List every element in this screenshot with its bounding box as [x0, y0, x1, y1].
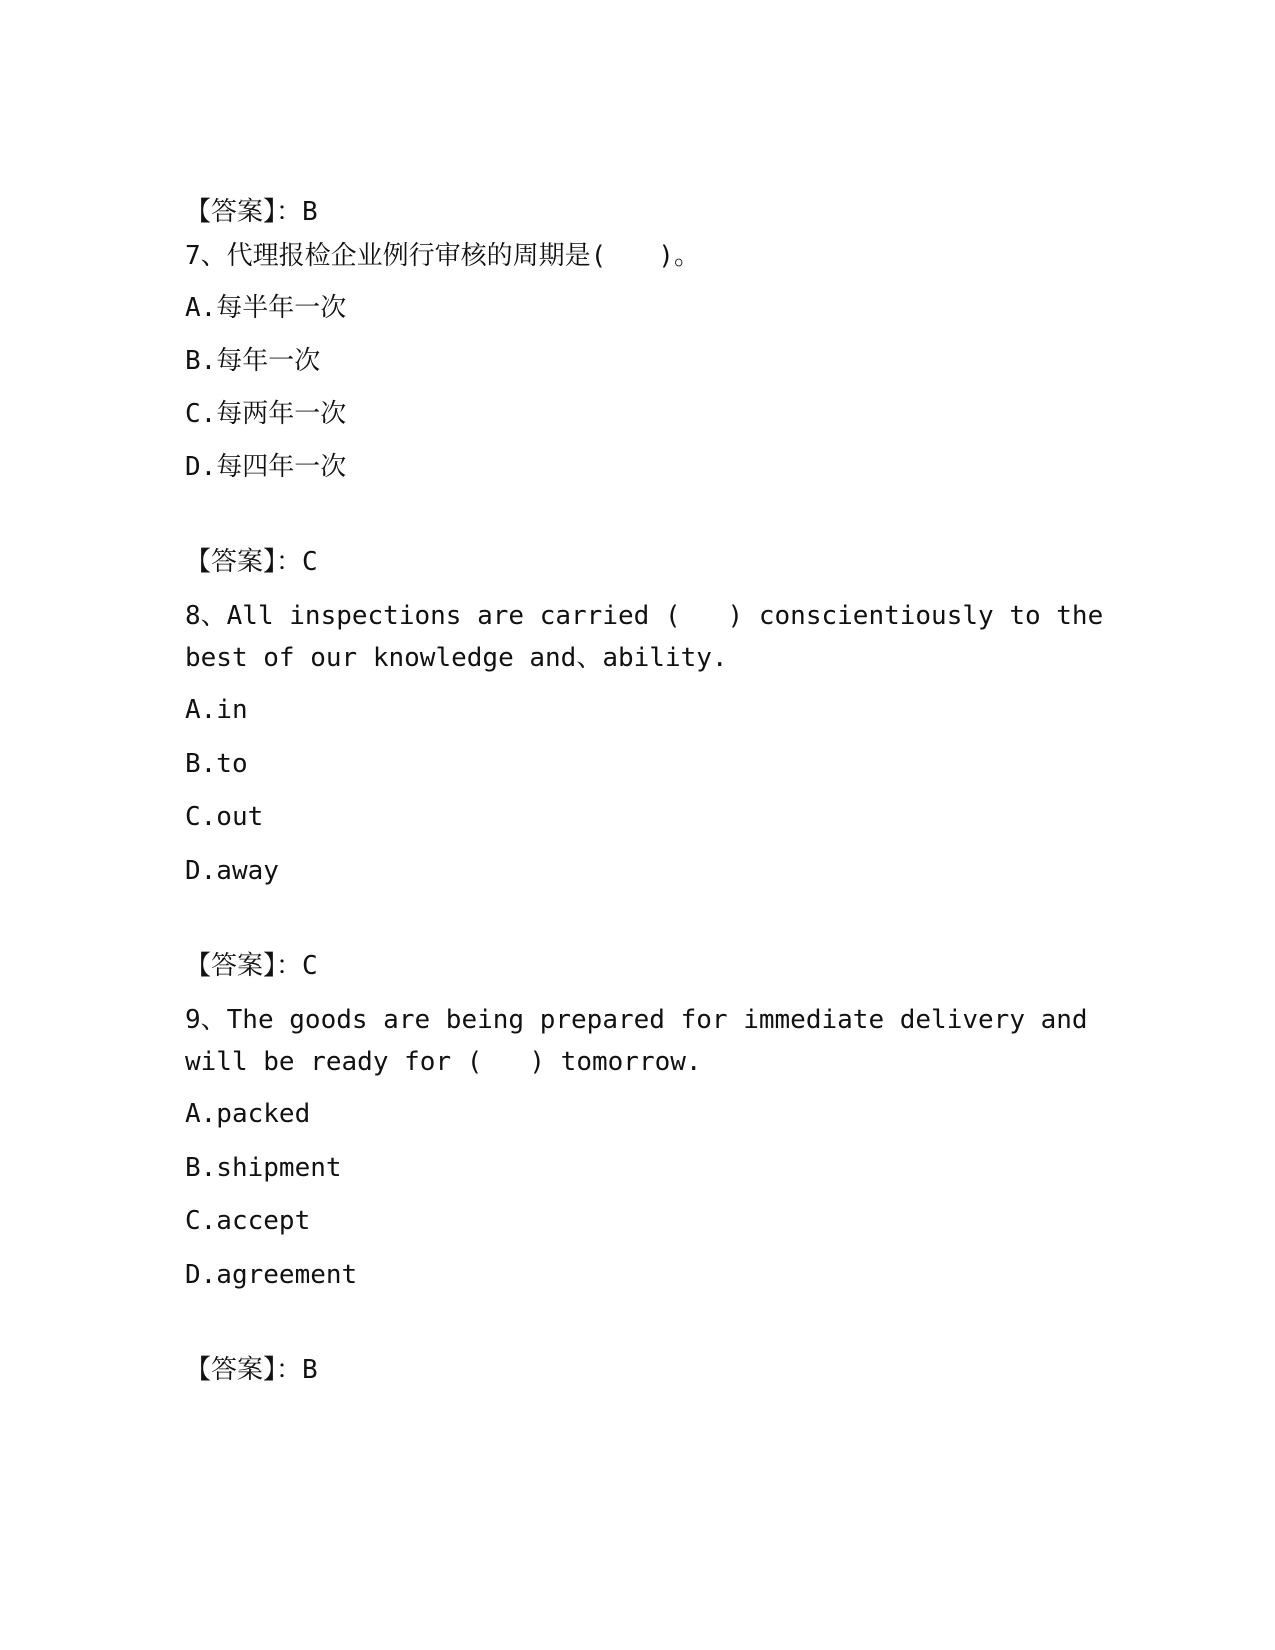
question-9-option-a: A.packed [185, 1099, 311, 1129]
answer-label-q8: 【答案】：C [185, 951, 318, 981]
answer-label-q6: 【答案】：B [185, 197, 318, 227]
question-7-stem: 7、代理报检企业例行审核的周期是( )。 [185, 241, 700, 271]
question-7-option-c: C.每两年一次 [185, 399, 347, 429]
question-8-option-b: B.to [185, 749, 248, 779]
answer-label-q7: 【答案】：C [185, 547, 318, 577]
question-8-option-c: C.out [185, 802, 264, 832]
question-8-stem-line2: best of our knowledge and、ability. [185, 643, 728, 673]
question-8-option-d: D.away [185, 856, 279, 886]
question-7-option-b: B.每年一次 [185, 346, 321, 376]
question-9-stem-line2: will be ready for ( ) tomorrow. [185, 1047, 702, 1077]
question-7-option-a: A.每半年一次 [185, 293, 347, 323]
answer-label-q9: 【答案】：B [185, 1355, 318, 1385]
question-9-option-c: C.accept [185, 1206, 311, 1236]
question-8-stem-line1: 8、All inspections are carried ( ) conscientiously to the [185, 601, 1104, 631]
question-9-option-d: D.agreement [185, 1260, 358, 1290]
question-8-option-a: A.in [185, 695, 248, 725]
question-9-option-b: B.shipment [185, 1153, 342, 1183]
question-9-stem-line1: 9、The goods are being prepared for immediate delivery and [185, 1005, 1088, 1035]
question-7-option-d: D.每四年一次 [185, 452, 347, 482]
